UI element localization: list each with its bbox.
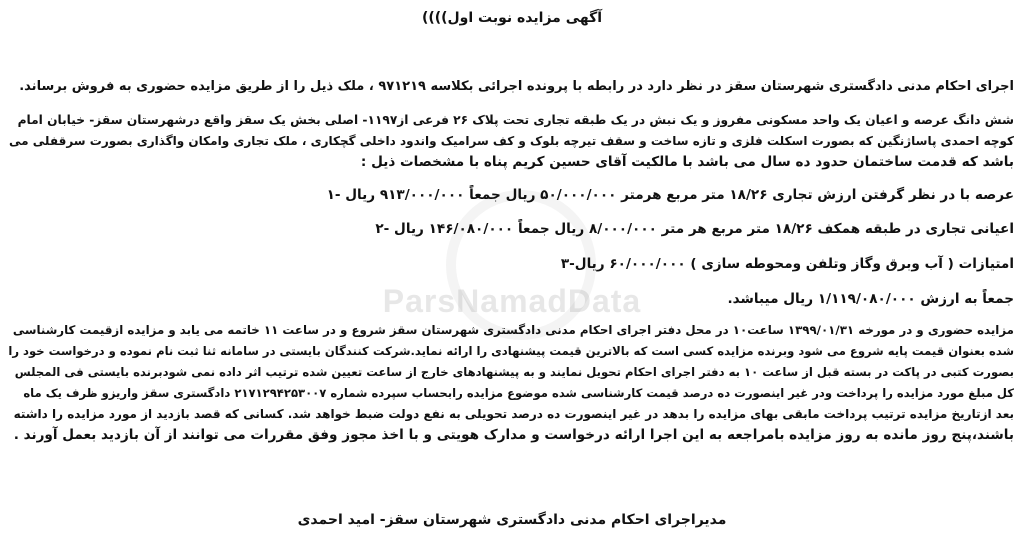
watermark-text: ParsNamadData [382,283,642,319]
valuation-land-line: عرصه با در نظر گرفتن ارزش تجاری ۱۸/۲۶ متر مربع هرمتر ۵۰/۰۰۰/۰۰۰ ریال جمعاً ۹۱۳/۰۰۰/۰۰۰ ریال -۱ [326,187,1014,203]
property-description-line-2: کوچه احمدی پاساژنگین که بصورت اسکلت فلزی و تازه ساخت و سقف تیرچه بلوک و کف سرامیک واندود داخلی گچکاری ، ملک تجاری وامکان واگذاری بصورت سرقفلی می [9,134,1014,148]
auction-terms-line-2: شده بعنوان قیمت پایه شروع می شود وبرنده مزایده کسی است که بالاترین قیمت پیشنهادی را ارائه نماید.شرکت کنندگان بایستی در سامانه ثنا ثبت نام نموده و درخواست خود را [8,344,1014,358]
auction-terms-line-6: باشند،پنج روز مانده به روز مزایده بامراجعه به این اجرا ارائه درخواست و مدارک هویتی و با اخذ مجوز وفق مقررات می توانند از آن بازدید بعمل آورند . [13,427,1014,443]
auction-terms-line-5: بعد ازتاریخ مزایده ترتیب پرداخت مابقی بهای مزایده را بدهد در غیر اینصورت ده درصد تحویلی به نفع دولت ضبط خواهد شد. کسانی که قصد بازدید از مورد مزایده را داشته [13,407,1014,421]
valuation-utilities-line: امتیازات ( آب وبرق وگاز وتلفن ومحوطه سازی ) ۶۰/۰۰۰/۰۰۰ ریال-۳ [560,256,1014,272]
notice-title: آگهی مزایده نوبت اول)))) [421,10,603,26]
signature-line: مدیراجرای احکام مدنی دادگستری شهرستان سقز- امید احمدی [297,512,727,528]
intro-line: اجرای احکام مدنی دادگستری شهرستان سقز در نظر دارد در رابطه با پرونده اجرائی بکلاسه ۹۷۱۲۱۹ ، ملک ذیل را از طریق مزایده حضوری به فروش برساند. [19,79,1014,94]
auction-terms-line-1: مزایده حضوری و در مورخه ۱۳۹۹/۰۱/۳۱ ساعت۱۰ در محل دفتر اجرای احکام مدنی دادگستری شهرستان سقز شروع و در ساعت ۱۱ خاتمه می یابد و مزایده ازقیمت کارشناسی [12,323,1014,337]
property-description-line-3: باشد که قدمت ساختمان حدود ده سال می باشد با مالکیت آقای حسین کریم پناه با مشخصات ذیل : [360,154,1014,170]
valuation-total-line: جمعاً به ارزش ۱/۱۱۹/۰۸۰/۰۰۰ ریال میباشد. [727,291,1014,307]
auction-terms-line-3: بصورت کتبی در پاکت در بسته قبل از ساعت ۱۰ به دفتر اجرای احکام تحویل نمایند و به پیشنهادهای خارج از ساعت تعیین شده ترتیب اثر داده نمی شودبرنده بایستی فی المجلس [14,365,1014,379]
property-description-line-1: شش دانگ عرصه و اعیان یک واحد مسکونی مفروز و یک نبش در یک طبقه تجاری تحت پلاک ۲۶ فرعی از۱۱۹۷- اصلی بخش یک سقز واقع درشهرستان سقز- خیابان امام [17,113,1014,127]
valuation-building-line: اعیانی تجاری در طبقه همکف ۱۸/۲۶ متر مربع هر متر ۸/۰۰۰/۰۰۰ ریال جمعاً ۱۴۶/۰۸۰/۰۰۰ ریال -۲ [375,221,1014,237]
auction-terms-line-4: کل مبلغ مورد مزایده را پرداخت ودر غیر اینصورت ده درصد قیمت کارشناسی شده موضوع مزایده رابحساب سپرده شماره ۲۱۷۱۲۹۴۲۵۳۰۰۷ دادگستری سقز واریزو ظرف یک ماه [23,386,1014,400]
